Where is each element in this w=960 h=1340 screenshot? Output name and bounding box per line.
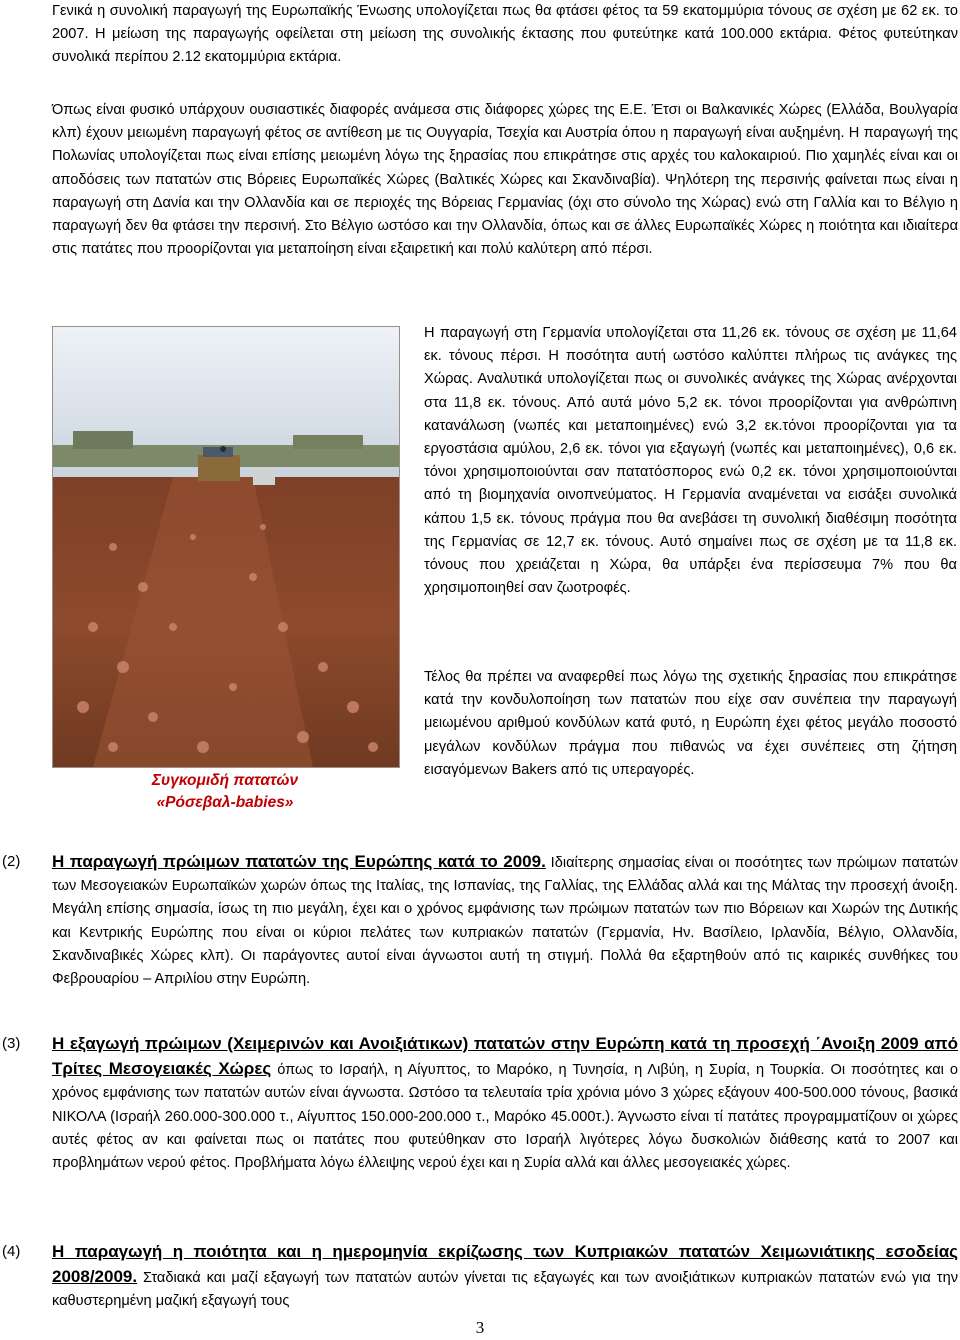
section-text: όπως το Ισραήλ, η Αίγυπτος, το Μαρόκο, η Τυνησία, η Λιβύη, η Συρία, η Τουρκία. Οι ποσότητες και ο χρόνος εμφάνισης των πατατών αυτών είναι άγνωστα. Ωστόσο τα τελευταία τρία χρόνια μόνο 3 χώρες εξάγουν 400-500.000 τόνους, βασικά ΝΙΚΟΛΑ (Ισραήλ 260.000-300.000 τ., Αίγυπτος 150.000-200.000 τ., Μαρόκο 45.000τ.). Άγνωστο είναι τί πατάτες προγραμματίζουν οι χώρες αυτές φέτος αν και φαίνεται πως οι πατάτες που φυτεύθηκαν στο Ισραήλ λιγότερες λόγω δυσκολιών διάθεσης κατά το 2007 και προβλημάτων νερού φέτος. Προβλήματα λόγω έλλειψης νερού έχει και η Συρία αλλά και άλλες μεσογειακές χώρες.: [52, 1062, 958, 1172]
germany-production-paragraph: Η παραγωγή στη Γερμανία υπολογίζεται στα 11,26 εκ. τόνους σε σχέση με 11,64 εκ. τόνους πέρσι. Η ποσότητα αυτή ωστόσο καλύπτει πλήρως τις ανάγκες της Χώρας. Αναλυτικά υπολογίζεται πως οι συνολικές ανάγκες της Χώρας ανέρχονται στα 11,8 εκ. τόνους. Από αυτά μόνο 5,2 εκ. τόνοι προορίζονται για ανθρώπινη κατανάλωση (νωπές και μεταποιημένες) ενώ 3,2 εκ.τόνοι προορίζονται για τα εργοστάσια αμύλου, 2,6 εκ. τόνοι για εξαγωγή (νωπές και μεταποιημένες), 0,6 εκ. τόνοι χρησιμοποιούνται σαν πατατόσπορος ενώ 0,2 εκ. τόνοι χρησιμοποιούνται από τη βιομηχανία οινοπνεύματος. Η Γερμανία αναμένεται να εισάξει συνολικά κάπου 1,5 εκ. τόνους πράγμα που θα ανεβάσει τη συνολική διαθέσιμη ποσότητα της Γερμανίας σε 12,7 εκ. τόνους. Αυτό σημαίνει πως σε σχέση με τα 11,8 εκ. τόνους που χρειάζεται η Χώρα, θα υπάρξει ένα περίσσευμα 7% που θα χρησιμοποιηθεί σαν ζωοτροφές.: [424, 325, 957, 597]
page-number: 3: [475, 1318, 485, 1337]
photo-caption-line1: Συγκομιδή πατατών: [151, 772, 299, 789]
section-heading: Η παραγωγή η ποιότητα και η ημερομηνία εκρίζωσης των Κυπριακών πατατών Χειμωνιάτικης εσοδείας 2008/2009.: [52, 1242, 958, 1287]
potato-harvest-photo: [52, 326, 400, 768]
section-body: [52, 1032, 958, 1175]
section-heading: Η εξαγωγή πρώιμων (Χειμερινών και Ανοιξιάτικων) πατατών στην Ευρώπη κατά τη προσεχή ΄Ανοιξη 2009 από Τρίτες Μεσογειακές Χώρες: [52, 1034, 958, 1079]
country-differences-paragraph: Όπως είναι φυσικό υπάρχουν ουσιαστικές διαφορές ανάμεσα στις διάφορες χώρες της Ε.Ε. Έτσι οι Βαλκανικές Χώρες (Ελλάδα, Βουλγαρία κλπ) έχουν μειωμένη παραγωγή φέτος σε αντίθεση με τις Ουγγαρία, Τσεχία και Αυστρία όπου η παραγωγή είναι αυξημένη. Η παραγωγή της Πολωνίας υπολογίζεται πως είναι επίσης μειωμένη λόγω της ξηρασίας που επικράτησε στις αρχές του καλοκαιριού. Πιο χαμηλές είναι και οι αποδόσεις των πατατών στις Βόρειες Ευρωπαϊκές Χώρες (Βαλτικές Χώρες και Σκανδιναβία). Ψηλότερη της περσινής φαίνεται πως είναι η παραγωγή στη Δανία και την Ολλανδία και σε περιοχές της Βόρειας Γερμανίας (όχι στο σύνολο της Χώρας) ενώ στη Γαλλία και το Βέλγιο η παραγωγή δεν θα φτάσει την περσινή. Στο Βέλγιο ωστόσο και την Ολλανδία, όπως και σε άλλες Ευρωπαϊκές Χώρες η ποιότητα και ιδιαίτερα στις πατάτες που προορίζονται για μεταποίηση είναι εξαιρετική και πολύ καλύτερη από πέρσι.: [52, 102, 958, 258]
section-number: (4): [2, 1243, 21, 1260]
section-number: (3): [2, 1035, 21, 1052]
photo-caption: [52, 770, 398, 814]
section-body: [52, 850, 958, 991]
section-text: Σταδιακά και μαζί εξαγωγή των πατατών αυτών γίνεται τις εξαγωγές και των ανοιξιάτικων κυπριακών πατατών ενώ για την καθυστερημένη μαζική εξαγωγή τους: [52, 1270, 958, 1310]
drought-tuber-paragraph: Τέλος θα πρέπει να αναφερθεί πως λόγω της σχετικής ξηρασίας που επικράτησε κατά την κονδυλοποίηση των πατατών που είχε σαν συνέπεια την παραγωγή μειωμένου αριθμού κονδύλων κατά φυτό, η Ευρώπη έχει φέτος μεγάλο ποσοστό μεγάλων κονδύλων πράγμα που πιθανώς να έχει συνέπειες στη ζήτηση εισαγόμενων Bakers από τις υπεραγορές.: [424, 669, 957, 778]
section-body: [52, 1240, 958, 1314]
section-number: (2): [2, 853, 21, 870]
section-heading: Η παραγωγή πρώιμων πατατών της Ευρώπης κατά το 2009.: [52, 852, 546, 871]
photo-caption-line2: «Ρόσεβαλ-babies»: [156, 794, 294, 811]
intro-paragraph: Γενικά η συνολική παραγωγή της Ευρωπαϊκής Ένωσης υπολογίζεται πως θα φτάσει φέτος τα 59 εκατομμύρια τόνους σε σχέση με 62 εκ. το 2007. Η μείωση της παραγωγής οφείλεται στη μείωση της συνολικής έκτασης που φυτεύτηκε κατά 100.000 εκτάρια. Φέτος φυτεύτηκαν συνολικά περίπου 2.12 εκατομμύρια εκτάρια.: [52, 3, 958, 66]
section-text: Ιδιαίτερης σημασίας είναι οι ποσότητες των πρώιμων πατατών των Μεσογειακών Ευρωπαϊκών χωρών όπως της Ιταλίας, της Ισπανίας, της Γαλλίας, της Ελλάδας αλλά και της Μάλτας την προσεχή άνοιξη. Μεγάλη επίσης σημασία, ίσως τη πιο μεγάλη, έχει και ο χρόνος εμφάνισης των πρώιμων πατατών των πιο Βόρειων και Χωρών της Δυτικής και Κεντρικής Ευρώπης που είναι οι κύριοι πελάτες των κυπριακών πατατών (Γερμανία, Ην. Βασίλειο, Ιρλανδία, Βέλγιο, Ολλανδία, Σκανδιναβικές Χώρες κλπ). Οι παράγοντες αυτοί είναι άγνωστοι αυτή τη στιγμή. Πολλά θα εξαρτηθούν από τις καιρικές συνθήκες του Φεβρουαρίου – Απριλίου στην Ευρώπη.: [52, 855, 959, 988]
